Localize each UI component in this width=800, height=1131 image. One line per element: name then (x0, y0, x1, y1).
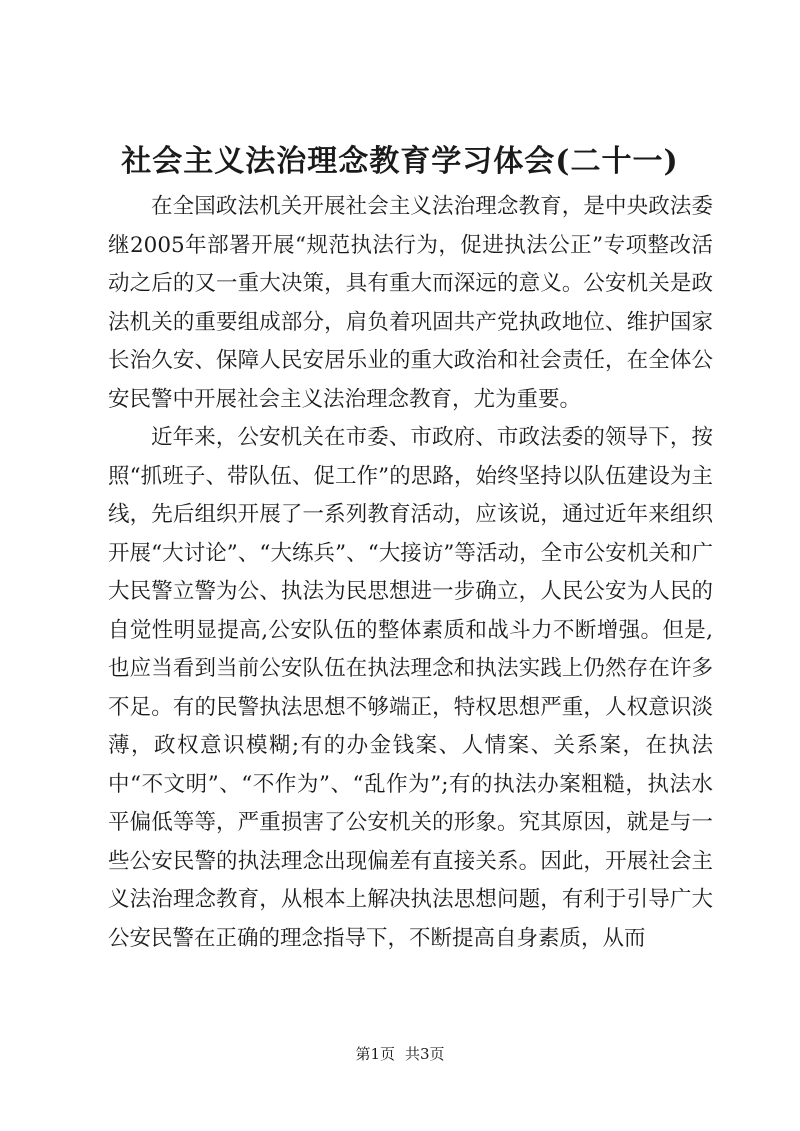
page-total: 共3页 (405, 1045, 445, 1063)
body-paragraph-2-container (108, 419, 713, 958)
body-paragraph-1-container (108, 188, 713, 419)
page-footer (0, 1043, 800, 1065)
body-paragraph-1: 在全国政法机关开展社会主义法治理念教育，是中央政法委继2005年部署开展“规范执法行为，促进执法公正”专项整改活动之后的又一重大决策，具有重大而深远的意义。公安机关是政法机关的重要组成部分，肩负着巩固共产党执政地位、维护国家长治久安、保障人民安居乐业的重大政治和社会责任，在全体公安民警中开展社会主义法治理念教育，尤为重要。 (108, 194, 713, 412)
body-paragraph-2: 近年来，公安机关在市委、市政府、市政法委的领导下，按照“抓班子、带队伍、促工作”的思路，始终坚持以队伍建设为主线，先后组织开展了一系列教育活动，应该说，通过近年来组织开展“大讨论”、“大练兵”、“大接访”等活动，全市公安机关和广大民警立警为公、执法为民思想进一步确立，人民公安为人民的自觉性明显提高,公安队伍的整体素质和战斗力不断增强。但是,也应当看到当前公安队伍在执法理念和执法实践上仍然存在许多不足。有的民警执法思想不够端正，特权思想严重，人权意识淡薄，政权意识模糊;有的办金钱案、人情案、关系案，在执法中“不文明”、“不作为”、“乱作为”;有的执法办案粗糙，执法水平偏低等等，严重损害了公安机关的形象。究其原因，就是与一些公安民警的执法理念出现偏差有直接关系。因此，开展社会主义法治理念教育，从根本上解决执法思想问题，有利于引导广大公安民警在正确的理念指导下，不断提高自身素质，从而 (108, 425, 713, 951)
page-number: 第1页 (355, 1045, 395, 1063)
document-title: 社会主义法治理念教育学习体会(二十一) (121, 144, 679, 179)
